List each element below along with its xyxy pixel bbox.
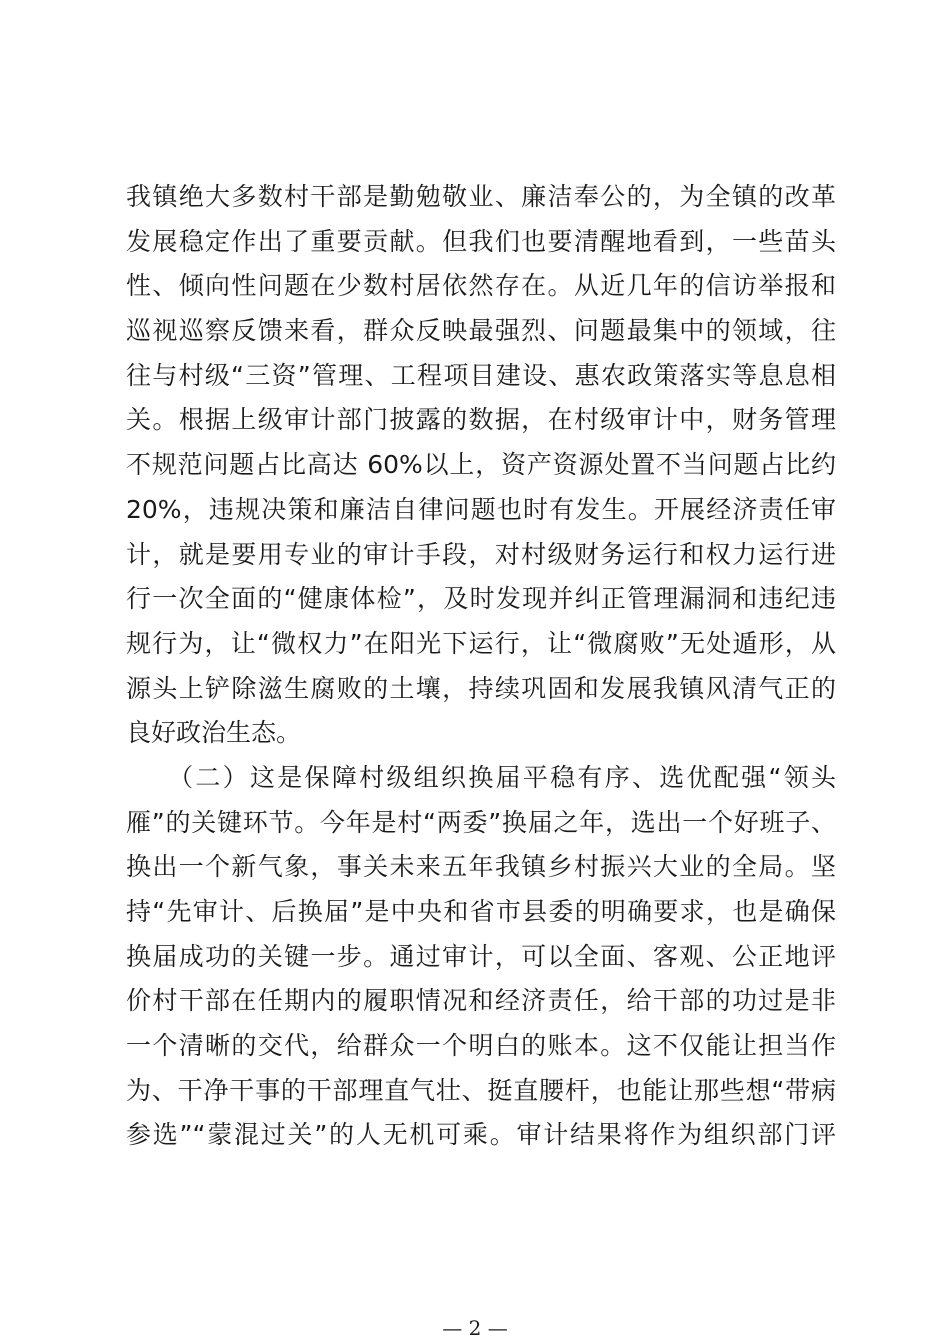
text-line: 20%，违规决策和廉洁自律问题也时有发生。开展经济责任审 — [126, 494, 836, 524]
text-line: 为、干净干事的干部理直气壮、挺直腰杆，也能让那些想“带病 — [126, 1075, 836, 1105]
text-line: 源头上铲除滋生腐败的土壤，持续巩固和发展我镇风清气正的 — [126, 673, 836, 703]
text-line: 雁”的关键环节。今年是村“两委”换届之年，选出一个好班子、 — [126, 807, 836, 837]
text-line: 计，就是要用专业的审计手段，对村级财务运行和权力运行进 — [126, 539, 836, 569]
text-line: 我镇绝大多数村干部是勤勉敬业、廉洁奉公的，为全镇的改革 — [126, 182, 836, 211]
text-line: 良好政治生态。 — [126, 718, 302, 748]
text-line: 巡视巡察反馈来看，群众反映最强烈、问题最集中的领域，往 — [126, 316, 836, 346]
text-line: 行一次全面的“健康体检”，及时发现并纠正管理漏洞和违纪违 — [126, 584, 836, 614]
text-line: 关。根据上级审计部门披露的数据，在村级审计中，财务管理 — [126, 405, 836, 435]
text-line: 参选”“蒙混过关”的人无机可乘。审计结果将作为组织部门评 — [126, 1120, 836, 1150]
text-line: 不规范问题占比高达 60%以上，资产资源处置不当问题占比约 — [126, 450, 836, 480]
text-line: 一个清晰的交代，给群众一个明白的账本。这不仅能让担当作 — [126, 1031, 836, 1061]
text-line: 持“先审计、后换届”是中央和省市县委的明确要求，也是确保 — [126, 897, 836, 926]
body-text — [126, 175, 836, 1158]
text-line: 发展稳定作出了重要贡献。但我们也要清醒地看到，一些苗头 — [126, 226, 836, 256]
text-line: 性、倾向性问题在少数村居依然存在。从近几年的信访举报和 — [126, 271, 836, 301]
page-number: — 2 — — [442, 1316, 508, 1340]
text-line: 往与村级“三资”管理、工程项目建设、惠农政策落实等息息相 — [126, 360, 836, 390]
text-line: 价村干部在任期内的履职情况和经济责任，给干部的功过是非 — [126, 986, 836, 1016]
text-line: 换届成功的关键一步。通过审计，可以全面、客观、公正地评 — [126, 941, 836, 971]
text-line: 规行为，让“微权力”在阳光下运行，让“微腐败”无处遁形，从 — [126, 628, 836, 658]
text-line: 换出一个新气象，事关未来五年我镇乡村振兴大业的全局。坚 — [126, 852, 836, 882]
text-line: （二）这是保障村级组织换届平稳有序、选优配强“领头 — [126, 762, 836, 792]
